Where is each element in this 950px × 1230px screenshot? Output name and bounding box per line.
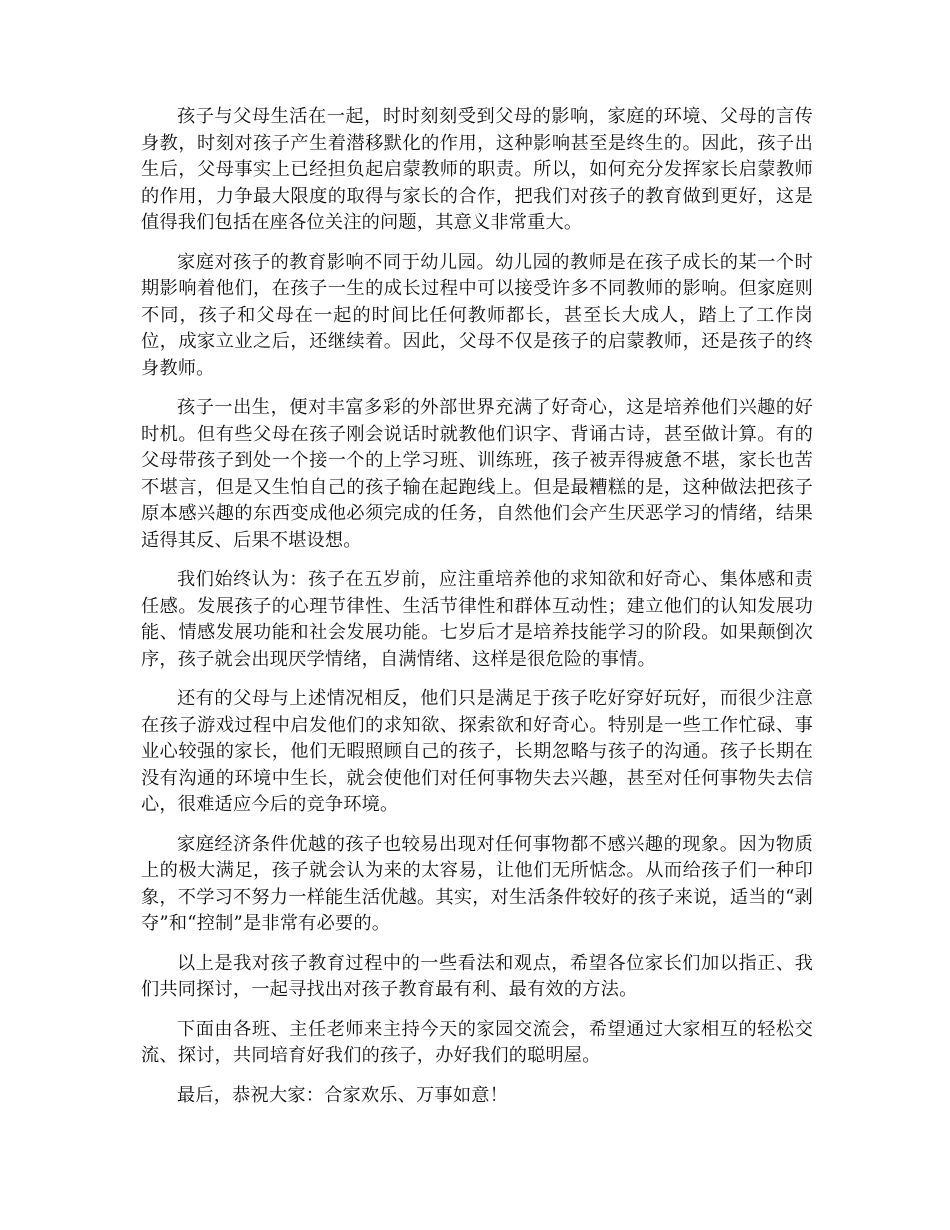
paragraph-9: 最后，恭祝大家：合家欢乐、万事如意！ [177, 1084, 508, 1106]
paragraph-3: 孩子一出生，便对丰富多彩的外部世界充满了好奇心，这是培养他们兴趣的好时机。但有些父母在孩子刚会说话时就教他们识字、背诵古诗，甚至做计算。有的父母带孩子到处一个接一个的上学习班、训练班，孩子被弄得疲惫不堪，家长也苦不堪言，但是又生怕自己的孩子输在起跑线上。但是最糟糕的是，这种做法把孩子原本感兴趣的东西变成他必须完成的任务，自然他们会产生厌恶学习的情绪，结果适得其反、后果不堪设想。 [141, 397, 813, 551]
paragraph-8: 下面由各班、主任老师来主持今天的家园交流会，希望通过大家相互的轻松交流、探讨，共同培育好我们的孩子，办好我们的聪明屋。 [141, 1018, 813, 1066]
paragraph-2: 家庭对孩子的教育影响不同于幼儿园。幼儿园的教师是在孩子成长的某一个时期影响着他们，在孩子一生的成长过程中可以接受许多不同教师的影响。但家庭则不同，孩子和父母在一起的时间比任何教师都长，甚至长大成人，踏上了工作岗位，成家立业之后，还继续着。因此，父母不仅是孩子的启蒙教师，还是孩子的终身教师。 [141, 251, 813, 379]
paragraph-7: 以上是我对孩子教育过程中的一些看法和观点，希望各位家长们加以指正、我们共同探讨，一起寻找出对孩子教育最有利、最有效的方法。 [141, 952, 813, 1000]
paragraph-4: 我们始终认为：孩子在五岁前，应注重培养他的求知欲和好奇心、集体感和责任感。发展孩子的心理节律性、生活节律性和群体互动性；建立他们的认知发展功能、情感发展功能和社会发展功能。七岁后才是培养技能学习的阶段。如果颠倒次序，孩子就会出现厌学情绪，自满情绪、这样是很危险的事情。 [141, 569, 813, 670]
paragraph-5: 还有的父母与上述情况相反，他们只是满足于孩子吃好穿好玩好，而很少注意在孩子游戏过程中启发他们的求知欲、探索欲和好奇心。特别是一些工作忙碌、事业心较强的家长，他们无暇照顾自己的孩子，长期忽略与孩子的沟通。孩子长期在没有沟通的环境中生长，就会使他们对任何事物失去兴趣，甚至对任何事物失去信心，很难适应今后的竞争环境。 [141, 688, 813, 815]
paragraph-6: 家庭经济条件优越的孩子也较易出现对任何事物都不感兴趣的现象。因为物质上的极大满足，孩子就会认为来的太容易，让他们无所惦念。从而给孩子们一种印象，不学习不努力一样能生活优越。其实，对生活条件较好的孩子来说，适当的“剥夺”和“控制”是非常有必要的。 [141, 833, 813, 934]
paragraph-1: 孩子与父母生活在一起，时时刻刻受到父母的影响，家庭的环境、父母的言传身教，时刻对孩子产生着潜移默化的作用，这种影响甚至是终生的。因此，孩子出生后，父母事实上已经担负起启蒙教师的职责。所以，如何充分发挥家长启蒙教师的作用，力争最大限度的取得与家长的合作，把我们对孩子的教育做到更好，这是值得我们包括在座各位关注的问题，其意义非常重大。 [141, 106, 813, 233]
document-body [141, 104, 813, 1122]
